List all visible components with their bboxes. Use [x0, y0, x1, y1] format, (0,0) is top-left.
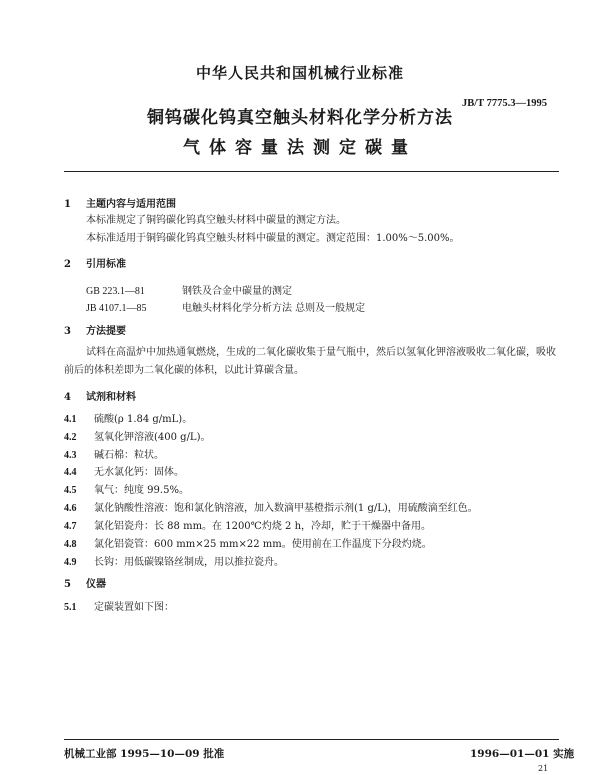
item-number: 4.7	[64, 521, 77, 532]
item-number: 5.1	[64, 602, 77, 613]
reference-item	[86, 282, 292, 297]
reference-code: GB 223.1—81	[86, 286, 145, 297]
section-3-heading	[64, 322, 126, 337]
approval-line: 机械工业部 1995—10—09 批准	[64, 748, 225, 760]
item-number: 4.2	[64, 432, 77, 443]
section-2-heading	[64, 255, 126, 270]
item-text: 碱石棉：粒状。	[94, 450, 164, 461]
item-number: 4.8	[64, 539, 77, 550]
reagent-item	[64, 535, 432, 550]
reagent-item	[64, 481, 189, 496]
section-1-line-1: 本标准规定了铜钨碳化钨真空触头材料中碳量的测定方法。	[86, 215, 346, 226]
reagent-item	[64, 463, 184, 478]
section-3-title: 方法提要	[86, 326, 126, 337]
item-number: 4.9	[64, 557, 77, 568]
section-2-number: 2	[64, 259, 71, 270]
section-5-number: 5	[64, 579, 71, 590]
item-number: 4.6	[64, 503, 77, 514]
item-number: 4.4	[64, 467, 77, 478]
section-1-number: 1	[64, 199, 71, 210]
item-number: 4.3	[64, 450, 77, 461]
section-4-heading	[64, 388, 136, 403]
method-summary: 试料在高温炉中加热通氧燃烧，生成的二氧化碳收集于量气瓶中，然后以氢氧化钾溶液吸收二氧化碳，吸收前后的体积差即为二氧化碳的体积，以此计算碳含量。	[64, 347, 556, 376]
implementation-date: 1996—01—01 实施	[470, 748, 575, 760]
instrument-item	[64, 598, 174, 613]
reference-code: JB 4107.1—85	[86, 303, 147, 314]
section-3-number: 3	[64, 326, 71, 337]
bottom-divider	[64, 739, 559, 740]
reagent-item	[64, 499, 478, 514]
item-text: 硫酸(ρ 1.84 g/mL)。	[94, 414, 193, 425]
item-text: 无水氯化钙：固体。	[94, 467, 184, 478]
item-text: 长钩：用低碳镍铬丝制成，用以推拉瓷舟。	[94, 557, 284, 568]
reagent-item	[64, 517, 431, 532]
item-text: 定碳装置如下图：	[94, 602, 174, 613]
standard-code: JB/T 7775.3—1995	[462, 98, 547, 109]
reagent-item	[64, 553, 284, 568]
reference-title: 电触头材料化学分析方法 总则及一般规定	[182, 303, 366, 314]
issuer-title: 中华人民共和国机械行业标准	[195, 64, 404, 82]
section-1-title: 主题内容与适用范围	[86, 199, 176, 210]
section-5-title: 仪器	[86, 579, 106, 590]
reagent-item	[64, 410, 192, 425]
item-text: 氯化铝瓷舟：长 88 mm。在 1200℃灼烧 2 h，冷却，贮于干燥器中备用。	[94, 521, 432, 532]
item-text: 氯化铝瓷管：600 mm×25 mm×22 mm。使用前在工作温度下分段灼烧。	[94, 539, 432, 550]
item-number: 4.1	[64, 414, 77, 425]
reference-item	[86, 299, 365, 314]
item-number: 4.5	[64, 485, 77, 496]
page-number: 21	[538, 764, 549, 773]
section-1-heading	[64, 195, 176, 210]
reagent-item	[64, 446, 164, 461]
section-4-number: 4	[64, 392, 71, 403]
document-title: 铜钨碳化钨真空触头材料化学分析方法	[147, 108, 453, 128]
top-divider	[64, 171, 559, 172]
item-text: 氯化钠酸性溶液：饱和氯化钠溶液，加入数滴甲基橙指示剂(1 g/L)，用硫酸滴至红色。	[94, 503, 478, 514]
section-4-title: 试剂和材料	[86, 392, 136, 403]
reagent-item	[64, 428, 210, 443]
item-text: 氧气：纯度 99.5%。	[94, 485, 189, 496]
section-5-heading	[64, 575, 106, 590]
item-text: 氢氧化钾溶液(400 g/L)。	[94, 432, 211, 443]
reference-title: 钢铁及合金中碳量的测定	[182, 286, 292, 297]
document-subtitle: 气体容量法测定碳量	[183, 138, 417, 158]
section-1-line-2: 本标准适用于铜钨碳化钨真空触头材料中碳量的测定。测定范围：1.00%～5.00%。	[86, 233, 460, 244]
section-2-title: 引用标准	[86, 259, 126, 270]
